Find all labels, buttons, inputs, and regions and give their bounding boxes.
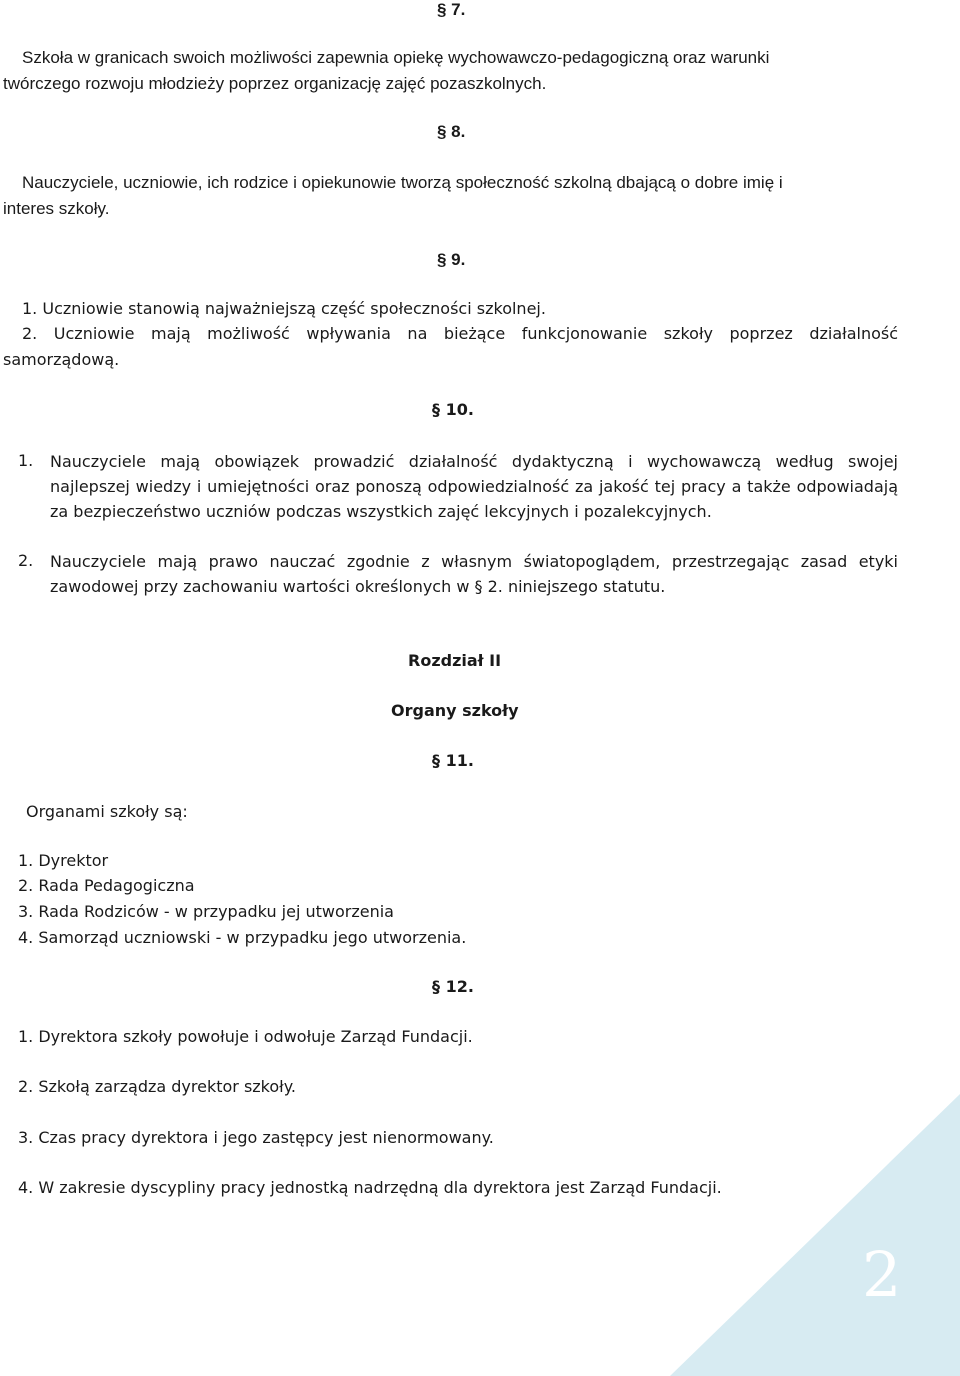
section-7-heading: § 7. [437, 0, 466, 19]
section-8-line-1: Nauczyciele, uczniowie, ich rodzice i opiekunowie tworzą społeczność szkolną dbającą o dobre imię i [22, 173, 783, 192]
section-12-item: 1. Dyrektora szkoły powołuje i odwołuje Zarząd Fundacji. [18, 1027, 473, 1046]
organ-list-item: 3. Rada Rodziców - w przypadku jej utworzenia [18, 902, 394, 921]
section-10-item-1-text: Nauczyciele mają obowiązek prowadzić działalność dydaktyczną i wychowawczą według swojej najlepszej wiedzy i umiejętności oraz ponoszą odpowiedzialność za jakość tej pracy a także odpowiadają za bezpieczeństwo uczniów podczas wszystkich zajęć lekcyjnych i pozalekcyjnych. [50, 452, 898, 521]
section-9-item-2-line-1: 2. Uczniowie mają możliwość wpływania na bieżące funkcjonowanie szkoły poprzez działalność [22, 324, 898, 343]
organ-list-item: 4. Samorząd uczniowski - w przypadku jego utworzenia. [18, 928, 467, 947]
section-8-line-2: interes szkoły. [3, 199, 110, 218]
organ-list-item: 1. Dyrektor [18, 851, 109, 870]
section-7-line-2: twórczego rozwoju młodzieży poprzez organizację zajęć pozaszkolnych. [3, 74, 547, 93]
section-12-item: 2. Szkołą zarządza dyrektor szkoły. [18, 1077, 296, 1096]
section-12-heading: § 12. [432, 977, 474, 996]
section-10-item-2-number: 2. [18, 551, 34, 570]
section-11-heading: § 11. [432, 751, 474, 770]
section-7-line-1: Szkoła w granicach swoich możliwości zapewnia opiekę wychowawczo-pedagogiczną oraz warunki [22, 48, 770, 67]
section-10-item-1-number: 1. [18, 451, 34, 470]
section-12-item: 3. Czas pracy dyrektora i jego zastępcy jest nienormowany. [18, 1128, 494, 1147]
section-12-item: 4. W zakresie dyscypliny pracy jednostką nadrzędną dla dyrektora jest Zarząd Fundacji. [18, 1178, 722, 1197]
chapter-number: Rozdział II [408, 651, 502, 670]
section-9-item-1: 1. Uczniowie stanowią najważniejszą część społeczności szkolnej. [22, 299, 546, 318]
page-corner-decoration [670, 1094, 960, 1376]
section-8-heading: § 8. [437, 122, 466, 141]
section-10-item-2-text: Nauczyciele mają prawo nauczać zgodnie z własnym światopoglądem, przestrzegając zasad etyki zawodowej przy zachowaniu wartości określonych w § 2. niniejszego statutu. [50, 552, 898, 596]
page-number: 2 [862, 1238, 902, 1311]
section-11-intro: Organami szkoły są: [26, 802, 188, 821]
section-9-heading: § 9. [437, 250, 466, 269]
section-10-heading: § 10. [432, 400, 474, 419]
section-9-item-2-line-2: samorządową. [3, 350, 120, 369]
chapter-title: Organy szkoły [391, 701, 519, 720]
organ-list-item: 2. Rada Pedagogiczna [18, 876, 195, 895]
